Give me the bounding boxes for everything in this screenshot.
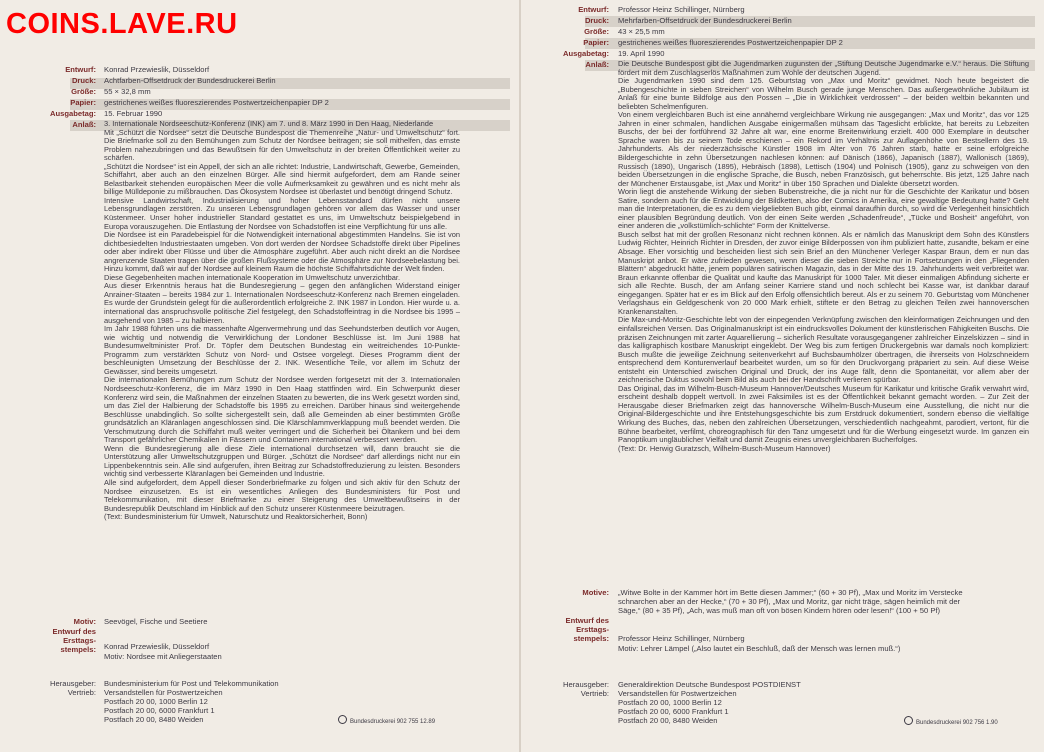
vertrieb-line: Versandstellen für Postwertzeichen — [618, 689, 737, 698]
label-papier: Papier: — [70, 98, 96, 107]
paragraph: Intensive Landwirtschaft, Industrialisierung und hoher Lebensstandard dürfen nicht unsere Lebensgrundlagen zerstören. Zu unseren Lebensgrundlagen gehören vor allem das Wasser und unser Küstenmeer. Unser hoher industrieller Standard gestattet es uns, im Umweltschutz beispielgebend in Europa vorauszugehen. Die Entlastung der Nordsee von Schadstoffen ist eine Verpflichtung für uns alle. — [104, 195, 460, 231]
label-herausgeber: Herausgeber: — [562, 680, 609, 689]
label-ersttag-3: stempels: — [60, 645, 96, 654]
paragraph: Die Jugendmarken 1990 sind dem 125. Geburtstag von „Max und Moritz“ gewidmet. Noch heute begeistert die „Bubengeschichte in sieben Streichen“ von Wilhelm Busch gerade junge Menschen. Das außergewöhnliche Jubiläum ist Anlaß für eine bunte Bildfolge aus den Possen – „Die in Wirklichkeit verdrossen“ – der beiden weltbin bekannten und beliebten Schelmenfiguren. — [618, 76, 1029, 111]
imprint-text: Bundesdruckerei 902 756 1.90 — [916, 720, 998, 726]
label-ersttag-2: Ersttags- — [63, 636, 96, 645]
paragraph: Mit „Schützt die Nordsee“ setzt die Deutsche Bundespost die Themenreihe „Natur- und Umweltschutz“ fort. Die Briefmarke soll zu den Bemühungen zum Schutz der Nordsee beitragen; sie soll mithelfen, das ernste Problem nahezubringen und das Bewußtsein für den Umweltschutz in der breiten Öffentlichkeit weiter zu schärfen. — [104, 127, 460, 163]
paragraph: Von einem vergleichbaren Buch ist eine annähernd vergleichbare Wirkung nie ausgegangen: „Max und Moritz“, das vor 125 Jahren in einer schmalen, handlichen Ausgabe einigermaßen mühsam das Tageslicht erblickte, hat bereits zu Lebzeiten Buschs, der bei der fortführend 32 Jahre alt war, eine enorme Breitenwirkung erzielt. 400 000 Exemplare in deutscher Sprache waren bis zu seinem Tode erschienen – ein Rekord im Verhältnis zur Auflagenhöhe von Bestsellern des 19. Jahrhunderts. Als der niederzächsische Künstler 1908 im Alter von 76 Jahren starb, hatte er seine erfolgreiche Bildergeschichte in zehn Übersetzungen nachlesen können: auf Dänisch (1866), Japanisch (1887), Wallonisch (1869), Russisch (1890), Ungarisch (1895), Hebräisch (1898), Lettisch (1904) und Polnisch (1905), ganz zu schweigen von den beiden Übersetzungen in die englische Sprache, die Busch, neben Französisch, gut beherrschte. Bis jetzt, 125 Jahre nach der Münchener Erstausgabe, ist „Max und Moritz“ in über 150 Sprachen und Dialekte übersetzt worden. — [618, 110, 1029, 188]
paragraph: Alle sind aufgefordert, dem Appell dieser Sonderbriefmarke zu folgen und sich aktiv für den Schutz der Nordsee einzusetzen. Es ist ein wesentliches Anliegen des Bundesministers für Post und Telekommunikation, mit dieser Briefmarke zu einer Steigerung des Umweltbewußtseins in der Bundesrepublik Deutschland im Hinblick auf den Schutz unserer Küstenmeere beizutragen. — [104, 477, 460, 513]
label-groesse: Größe: — [584, 27, 609, 36]
label-papier: Papier: — [583, 38, 609, 47]
label-vertrieb: Vertrieb: — [580, 689, 609, 698]
label-ausgabetag: Ausgabetag: — [50, 109, 96, 118]
right-stamp-sheet — [521, 0, 1044, 752]
label-groesse: Größe: — [71, 87, 96, 96]
paragraph: Das Original, das im Wilhelm-Busch-Museum Hannover/Deutsches Museum für Karikatur und kritische Grafik verwahrt wird, erscheint deshalb doppelt wertvoll. In zwei Faksimiles ist es der Öffentlichkeit bekannt gemacht worden. – Zur Zeit der Herausgabe dieser Briefmarken zeigt das hannoversche Wilhelm-Busch-Museum eine Ausstellung, die nicht nur die Original-Bildergeschichte und ihre Entstehungsgeschichte bis zum Erstdruck dokumentiert, sondern ebenso die vielfältige Wirkung des Buches, das, neben den zahlreichen Übersetzungen, verschiedentlich nachgeahmt, parodiert, vertont, für die Bühne bearbeitet, verfilmt, choreographisch für den Tanz umgesetzt und für die Werbung eingesetzt wurde. Im ganzen ein Panoptikum ungläublicher Vielfalt und damit Zeugnis eines unvergleichbaren Bucherfolges. — [618, 383, 1029, 445]
motive-line: schnarchen aber an der Hecke,“ (70 + 30 Pf), „Max und Moritz, gar nicht träge, sägen heimlich mit der — [618, 597, 961, 606]
paragraph: Diese Gegebenheiten machen internationale Kooperation im Umweltschutz unverzichtbar. — [104, 272, 401, 282]
value-ersttag: Professor Heinz Schillinger, Nürnberg — [618, 634, 745, 643]
paragraph: Die Nordsee ist ein Paradebeispiel für die Notwendigkeit international abgestimmten Handelns. Sie ist von dichtbesiedelten Industriestaaten umgeben. Von dort werden der Nordsee Schadstoffe direkt über Pipelines oder aber indirekt über Flüsse und über die Atmosphäre zugeführt. Aber auch nicht direkt an die Nordsee angrenzende Staaten tragen über die großen Flußsysteme oder die Atmosphäre zur Nordseebelastung bei. Hinzu kommt, daß wir auf der Nordsee auf kleinem Raum die höchste Schiffahrtsdichte der Welt finden. — [104, 230, 460, 274]
printer-imprint — [338, 715, 435, 725]
paragraph: „Schützt die Nordsee“ ist ein Appell, der sich an alle richtet: Industrie, Landwirtschaft, Gewerbe, Gemeinden, Schiffahrt, aber auch an den einzelnen Bürger. Alle sind hiermit aufgefordert, dem am Rande seiner Belastbarkeit stehenden europäischen Meer die volle Aufmerksamkeit zu gewähren und es nicht mehr als billige Mülldeponie zu mißbrauchen. Das Ökosystem Nordsee ist überlastet und benötigt dringend Schutz. — [104, 161, 460, 197]
paragraph: Im Jahr 1988 führten uns die massenhafte Algenvermehrung und das Seehundsterben deutlich vor Augen, wie wichtig und notwendig die Verwirklichung der Londoner Beschlüsse ist. Im Juni 1988 hat Bundesumweltminister Prof. Dr. Töpfer dem Deutschen Bundestag ein weitreichendes 10-Punkte-Programm zum verstärkten Schutz von Nord- und Ostsee vorgelegt. Dieses Programm dient der beschleunigten Umsetzung der Beschlüsse der 2. INK. Wesentliche Teile, vor allem im Schutz der Gewässer, sind bereits umgesetzt. — [104, 324, 460, 376]
value-ersttag-motiv: Motiv: Lehrer Lämpel („Also lautet ein Beschluß, daß der Mensch was lernen muß.“) — [618, 644, 901, 653]
label-ersttag-1: Entwurf des — [565, 616, 609, 625]
paragraph: 3. Internationale Nordseeschutz-Konferenz (INK) am 7. und 8. März 1990 in Den Haag, Niederlande — [104, 120, 434, 128]
label-ersttag-2: Ersttags- — [576, 625, 609, 634]
label-ausgabetag: Ausgabetag: — [563, 49, 609, 58]
anlass-text — [104, 120, 460, 608]
value-ausgabetag: 19. April 1990 — [618, 49, 665, 58]
value-druck: Mehrfarben-Offsetdruck der Bundesdruckerei Berlin — [618, 16, 792, 25]
paragraph: Busch selbst hat mit der großen Resonanz nicht rechnen können. Als er nämlich das Manuskript dem Sohn des Künstlers Ludwig Richter, Heinrich Richter in Dresden, der zuvor einige Bilderpossen von ihm publiziert hatte, zusandte, bekam er eine Absage. Eher vorsichtig und bescheiden liest sich sein Brief an den Münchener Verleger Kaspar Braun, dem er nun das Manuskript anbot. Er wäre zufrieden gewesen, wenn dieser die sieben Streiche nur in Fortsetzungen in den „Fliegenden Blättern“ abgedruckt hätte, jenem populären satirischen Magazin, das in der Mitte des 19. Jahrhunderts weit verbreitet war. Braun erkannte offenbar die Qualität und kaufte das Manuskript für 1000 Taler. Mit dieser einmaligen Abfindung sicherte er sich alle Rechte. Busch, der am Anfang seiner Karriere stand und noch schlecht bei Kasse war, ist dankbar darauf eingegangen. Später hat er es im Blick auf den Erfolg offensichtlich bereut. Als er zu seinem 70. Geburtstag vom Münchener Verlagshaus ein Geldgeschenk von 20 000 Mark erhielt, stiftete er den Betrag zu gleichen Teilen zwei hannoverschen Krankenanstalten. — [618, 229, 1029, 316]
paragraph: Worin liegt die anstehende Wirkung der sieben Bubenstreiche, die ja nicht nur für die Geschichte der Karikatur und bösen Satire, sondern auch für die Entwicklung der Bildketten, also der Comics in Amerika, eine gewaltige Bedeutung hatte? Geht man die Interpretationen, die es zu dem vielgeliebten Buch gibt, einmal daraufhin durch, so wird die Verlegenheit hinsichtlich einer plausiblen Begründung deutlich. Von der einen Seite werden „Schadenfreude“, „Tücke und Bosheit“ angeführt, von einer anderen die „volkstümlich-schlichte“ Form der Knittelverse. — [618, 187, 1029, 231]
paragraph: Aus dieser Erkenntnis heraus hat die Bundesregierung – gegen den anfänglichen Widerstand einiger Anrainer-Staaten – bereits 1984 zur 1. Internationalen Nordseeschutz-Konferenz nach Bremen eingeladen. Es wurde der Grundstein gelegt für die außerordentlich erfolgreiche 2. INK 1987 in London. Hier wurde u. a. international das anspruchsvolle politische Ziel festgelegt, den Schadstoffeintrag in die Nordsee bis 1995 – ausgehend von 1985 – zu halbieren. — [104, 281, 460, 325]
anlass-text — [618, 60, 1029, 584]
vertrieb-line: Postfach 20 00, 1000 Berlin 12 — [104, 697, 208, 706]
left-stamp-sheet — [0, 0, 519, 752]
paragraph: (Text: Dr. Herwig Guratzsch, Wilhelm-Busch-Museum Hannover) — [618, 443, 831, 453]
site-watermark: COINS.LAVE.RU — [6, 8, 238, 40]
motive-line: „Witwe Bolte in der Kammer hört im Bette diesen Jammer;“ (60 + 30 Pf), „Max und Moritz im Verstecke — [618, 588, 963, 597]
label-druck: Druck: — [584, 16, 609, 25]
label-ersttag-1: Entwurf des — [52, 627, 96, 636]
label-druck: Druck: — [71, 76, 96, 85]
motive-line: Säge,“ (80 + 35 Pf), „Ach, was muß man oft von bösen Kindern hören oder lesen!“ (100 + 50 Pf) — [618, 606, 941, 615]
value-entwurf: Professor Heinz Schillinger, Nürnberg — [618, 5, 745, 14]
label-motiv: Motiv: — [73, 617, 96, 626]
label-anlass: Anlaß: — [585, 60, 609, 69]
vertrieb-line: Postfach 20 00, 6000 Frankfurt 1 — [104, 706, 215, 715]
value-ersttag: Konrad Przewieslik, Düsseldorf — [104, 642, 210, 651]
label-ersttag-3: stempels: — [573, 634, 609, 643]
label-entwurf: Entwurf: — [65, 65, 96, 74]
label-anlass: Anlaß: — [72, 120, 96, 129]
printer-imprint — [904, 716, 998, 726]
value-groesse: 43 × 25,5 mm — [618, 27, 665, 36]
value-entwurf: Konrad Przewieslik, Düsseldorf — [104, 65, 210, 74]
paragraph: (Text: Bundesministerium für Umwelt, Naturschutz und Reaktorsicherheit, Bonn) — [104, 512, 368, 522]
eagle-logo-icon — [338, 715, 347, 724]
paragraph: Die Max-und-Moritz-Geschichte lebt von der einpegenden Verknüpfung zwischen den kleinformatigen Zeichnungen und den einfallsreichen Versen. Das Originalmanuskript ist ein eindrucksvolles Dokument der künstlerischen Fähigkeiten Buschs. Die präzisen Zeichnungen mit zarter Aquarellierung – sicherlich Resultate vorausgegangener zahlreicher Einzelskizzen – sind in das kalligraphisch kostbare Manuskript eingeklebt. Der Weg bis zum fertigen Druckergebnis war damals noch kompliziert: Busch mußte die jeweilige Zeichnung seitenverkehrt auf Buchsbaumhölzer übertragen, die ihrerseits von Holzschneidern entsprechend dem Konturenverlauf bearbeitet wurden, um so für den Druckvorgang präpariert zu sein. Auf diese Weise entsteht ein Unterschied zwischen Original und Druck, der ins Auge fällt, denn die Spontaneität, vor allem aber der zeichnerische Duktus sowohl beim Bild als auch bei der Handschrift verlieren spürbar. — [618, 315, 1029, 385]
paragraph: Wenn die Bundesregierung alle diese Ziele international durchsetzen will, dann braucht sie die Unterstützung aller Umweltschutzgruppen und Bürger. „Schützt die Nordsee“ darf allerdings nicht nur ein Lippenbekenntnis sein. Alle sind aufgerufen, ihren Beitrag zur Schadstoffreduzierung zu leisten. Besonders wichtig sind verbesserte Kläranlagen bei Gemeinden und Industrie. — [104, 443, 460, 479]
vertrieb-line: Versandstellen für Postwertzeichen — [104, 688, 223, 697]
value-papier: gestrichenes weißes fluoreszierendes Postwertzeichenpapier DP 2 — [104, 98, 329, 107]
value-herausgeber: Bundesministerium für Post und Telekommunikation — [104, 679, 279, 688]
value-motiv: Seevögel, Fische und Seetiere — [104, 617, 208, 626]
value-herausgeber: Generaldirektion Deutsche Bundespost POSTDIENST — [618, 680, 801, 689]
label-vertrieb: Vertrieb: — [67, 688, 96, 697]
value-ausgabetag: 15. Februar 1990 — [104, 109, 163, 118]
value-ersttag-motiv: Motiv: Nordsee mit Anliegerstaaten — [104, 652, 222, 661]
label-motive: Motive: — [582, 588, 609, 597]
vertrieb-line: Postfach 20 00, 8480 Weiden — [104, 715, 204, 724]
label-herausgeber: Herausgeber: — [49, 679, 96, 688]
vertrieb-line: Postfach 20 00, 1000 Berlin 12 — [618, 698, 722, 707]
value-papier: gestrichenes weißes fluoreszierendes Postwertzeichenpapier DP 2 — [618, 38, 843, 47]
paragraph: Die internationalen Bemühungen zum Schutz der Nordsee werden fortgesetzt mit der 3. Internationalen Nordseeschutz-Konferenz, die im März 1990 in Den Haag stattfinden wird. Ein Schwerpunkt dieser Konferenz wird sein, die Maßnahmen der einzelnen Staaten zu bewerten, die ins Werk gesetzt worden sind, um das Ziel der Halbierung der Schadstoffe bis 1995 zu erreichen. Darüber hinaus sind weitergehende Beschlüsse unabdinglich. So sollte sichergestellt sein, daß alle Gemeinden ab einer bestimmten Größe grundsätzlich an Kläranlagen angeschlossen sind. Die Klärschlammverklappung muß beendet werden. Die Verschmutzung durch die Schiffahrt muß weiter verringert und die Sicherheit bei Öltankern und bei dem Transport gefährlicher Chemikalien in Fässern und Containern international verbessert werden. — [104, 375, 460, 445]
vertrieb-line: Postfach 20 00, 8480 Weiden — [618, 716, 718, 725]
value-druck: Achtfarben-Offsetdruck der Bundesdruckerei Berlin — [104, 76, 276, 85]
paragraph: Die Deutsche Bundespost gibt die Jugendmarken zugunsten der „Stiftung Deutsche Jugendmarke e.V.“ heraus. Die Stiftung fördert mit dem Zuschlagserlös Maßnahmen zum Wohle der deutschen Jugend. — [618, 60, 1029, 77]
imprint-text: Bundesdruckerei 902 755 12.89 — [350, 719, 436, 725]
label-entwurf: Entwurf: — [578, 5, 609, 14]
vertrieb-line: Postfach 20 00, 6000 Frankfurt 1 — [618, 707, 729, 716]
value-groesse: 55 × 32,8 mm — [104, 87, 151, 96]
eagle-logo-icon — [904, 716, 913, 725]
